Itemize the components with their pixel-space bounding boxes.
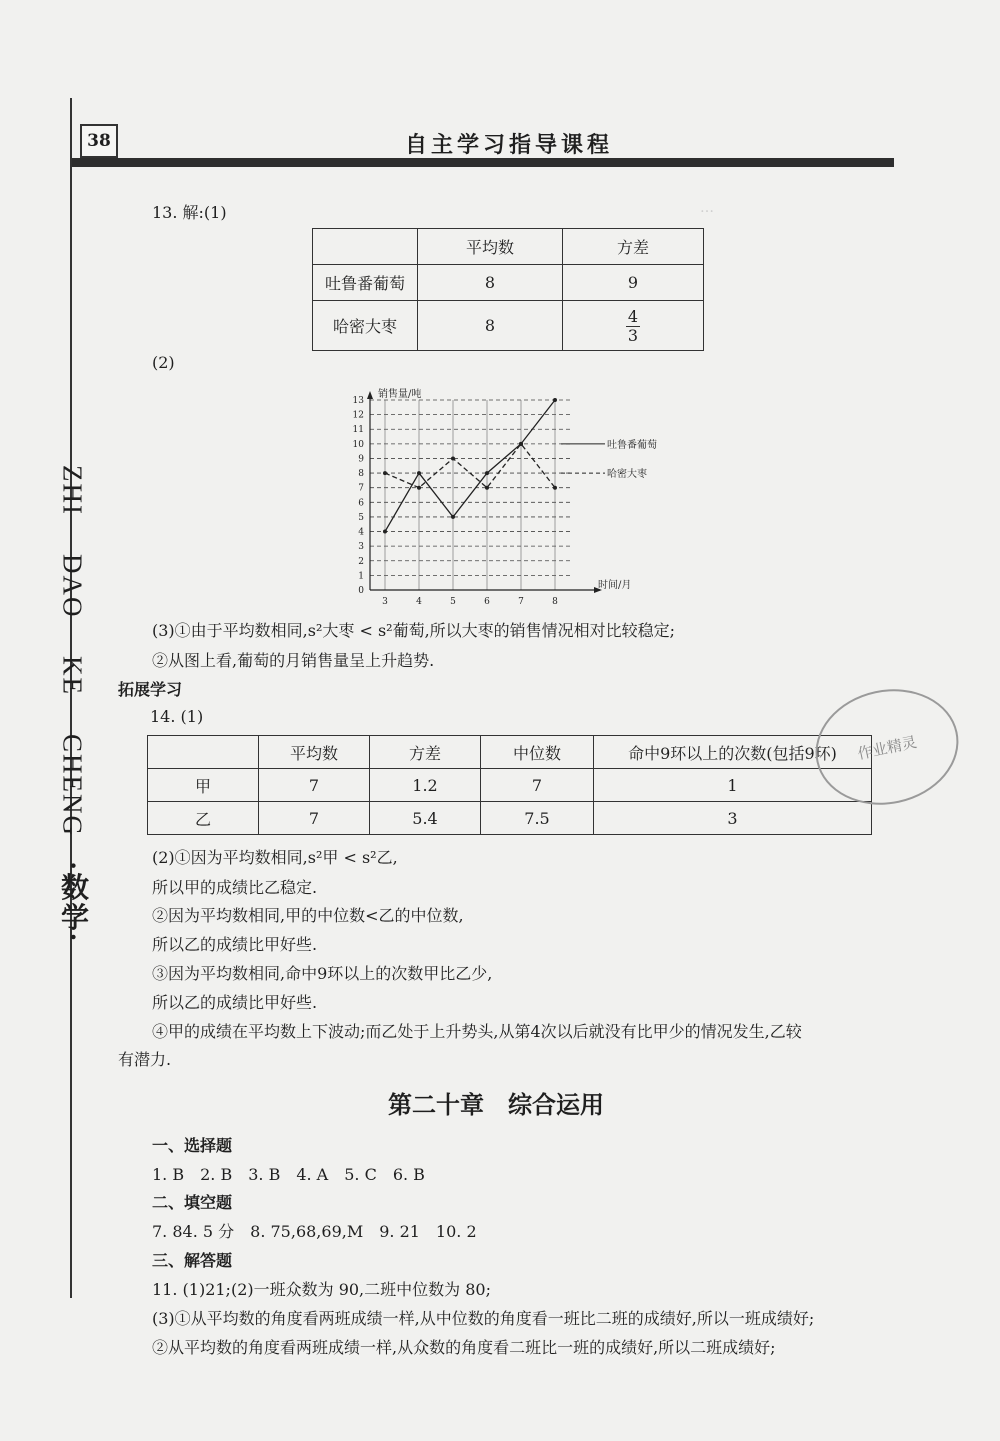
answer-line: 11. (1)21;(2)一班众数为 90,二班中位数为 80; [152, 1280, 491, 1299]
table-cell: 8 [418, 265, 563, 301]
data-point [451, 456, 455, 460]
y-tick-label: 0 [358, 586, 364, 596]
x-axis-label: 时间/月 [598, 580, 632, 591]
table-cell: 7 [481, 769, 594, 802]
y-axis-arrow [367, 391, 373, 399]
page-number: 38 [80, 124, 118, 158]
sidebar-subject: ·数学· [57, 861, 88, 945]
table-header: 方差 [563, 229, 704, 265]
table-cell: 哈密大枣 [313, 301, 418, 351]
table-cell: 7 [259, 769, 370, 802]
legend-label: 哈密大枣 [607, 469, 647, 481]
table-cell: 3 [594, 802, 872, 835]
y-axis-label: 销售量/吨 [378, 389, 422, 400]
sidebar-letter: KE [57, 656, 88, 697]
answer-line: 1. B 2. B 3. B 4. A 5. C 6. B [152, 1165, 425, 1184]
table-header [148, 736, 259, 769]
answer-line: (3)①从平均数的角度看两班成绩一样,从中位数的角度看一班比二班的成绩好,所以一班成绩好; [152, 1309, 815, 1328]
data-point [553, 398, 557, 402]
table-cell: 乙 [148, 802, 259, 835]
q14-line: 所以乙的成绩比甲好些. [152, 993, 318, 1012]
table-cell: 9 [563, 265, 704, 301]
legend-label: 吐鲁番葡萄 [607, 439, 657, 451]
table-cell: 5.4 [370, 802, 481, 835]
table-header [313, 229, 418, 265]
q13-table [312, 228, 704, 351]
x-tick-label: 6 [484, 597, 490, 607]
section-title: 一、选择题 [152, 1136, 233, 1155]
y-tick-label: 2 [358, 556, 364, 567]
q14-label: 14. (1) [150, 707, 204, 726]
x-tick-label: 3 [382, 597, 388, 607]
q14-line: ④甲的成绩在平均数上下波动;而乙处于上升势头,从第4次以后就没有比甲少的情况发生,乙较 [152, 1022, 802, 1041]
q13-label: 13. 解:(1) [152, 203, 227, 222]
x-tick-label: 5 [450, 597, 456, 607]
table-cell: 7.5 [481, 802, 594, 835]
q13-part3-line2: ②从图上看,葡萄的月销售量呈上升趋势. [152, 651, 435, 670]
data-point [417, 486, 421, 490]
q14-line: 有潜力. [118, 1050, 172, 1069]
section-title-expand: 拓展学习 [118, 680, 183, 699]
y-tick-label: 1 [358, 571, 364, 582]
data-point [519, 442, 523, 446]
y-tick-label: 9 [358, 454, 364, 465]
x-tick-label: 8 [552, 597, 558, 607]
data-point [417, 471, 421, 475]
table-cell: 7 [259, 802, 370, 835]
table-cell: 1 [594, 769, 872, 802]
sidebar-letters [50, 465, 94, 982]
data-point [485, 471, 489, 475]
chart-labels [353, 387, 657, 607]
q14-table [147, 735, 872, 835]
data-point [553, 486, 557, 490]
sidebar-letter: DAO [57, 553, 88, 619]
q13-part3-line1: (3)①由于平均数相同,s²大枣 < s²葡萄,所以大枣的销售情况相对比较稳定; [152, 621, 676, 640]
q14-line: 所以乙的成绩比甲好些. [152, 935, 318, 954]
answer-line: 7. 84. 5 分 8. 75,68,69,M 9. 21 10. 2 [152, 1222, 477, 1241]
table-header: 方差 [370, 736, 481, 769]
table-header: 平均数 [418, 229, 563, 265]
fraction-numerator: 4 [627, 306, 639, 326]
chart-axes [367, 391, 602, 593]
table-cell: 甲 [148, 769, 259, 802]
table-cell-fraction [563, 301, 704, 351]
data-point [383, 530, 387, 534]
header-bar [72, 158, 894, 167]
answer-line: ②从平均数的角度看两班成绩一样,从众数的角度看二班比一班的成绩好,所以二班成绩好; [152, 1338, 776, 1357]
data-point [383, 471, 387, 475]
sidebar-letter: ZHI [57, 465, 88, 516]
q14-line: (2)①因为平均数相同,s²甲 < s²乙, [152, 848, 398, 867]
y-tick-label: 4 [358, 527, 364, 538]
watermark-stamp: 作业精灵 [805, 676, 970, 817]
q14-line: 所以甲的成绩比乙稳定. [152, 878, 318, 897]
y-tick-label: 3 [358, 542, 364, 553]
table-cell: 吐鲁番葡萄 [313, 265, 418, 301]
section-title: 二、填空题 [152, 1193, 233, 1212]
data-point [451, 515, 455, 519]
y-tick-label: 12 [352, 410, 364, 421]
y-tick-label: 10 [352, 439, 364, 450]
series-line [385, 444, 555, 488]
y-tick-label: 6 [358, 498, 364, 509]
x-tick-label: 4 [416, 597, 422, 607]
sidebar-letter: CHENG [57, 734, 88, 838]
q13-part2-label: (2) [152, 353, 175, 372]
table-header: 平均数 [259, 736, 370, 769]
section-title: 三、解答题 [152, 1251, 233, 1270]
y-tick-label: 8 [358, 469, 364, 480]
x-tick-label: 7 [518, 597, 524, 607]
table-header: 中位数 [481, 736, 594, 769]
q14-line: ③因为平均数相同,命中9环以上的次数甲比乙少, [152, 964, 493, 983]
chart-series [383, 398, 605, 534]
y-tick-label: 13 [352, 396, 364, 406]
q14-line: ②因为平均数相同,甲的中位数<乙的中位数, [152, 906, 464, 925]
data-point [485, 486, 489, 490]
y-tick-label: 7 [358, 483, 364, 494]
bleed-through-text: … [700, 200, 714, 216]
y-tick-label: 5 [358, 512, 364, 523]
series-line [385, 400, 555, 532]
header-title: 自主学习指导课程 [405, 133, 614, 158]
table-header: 命中9环以上的次数(包括9环) [594, 736, 872, 769]
y-tick-label: 11 [352, 425, 364, 436]
table-cell: 1.2 [370, 769, 481, 802]
sales-line-chart [330, 385, 710, 610]
table-cell: 8 [418, 301, 563, 351]
fraction-denominator: 3 [627, 325, 639, 345]
chapter-title: 第二十章 综合运用 [388, 1091, 604, 1119]
